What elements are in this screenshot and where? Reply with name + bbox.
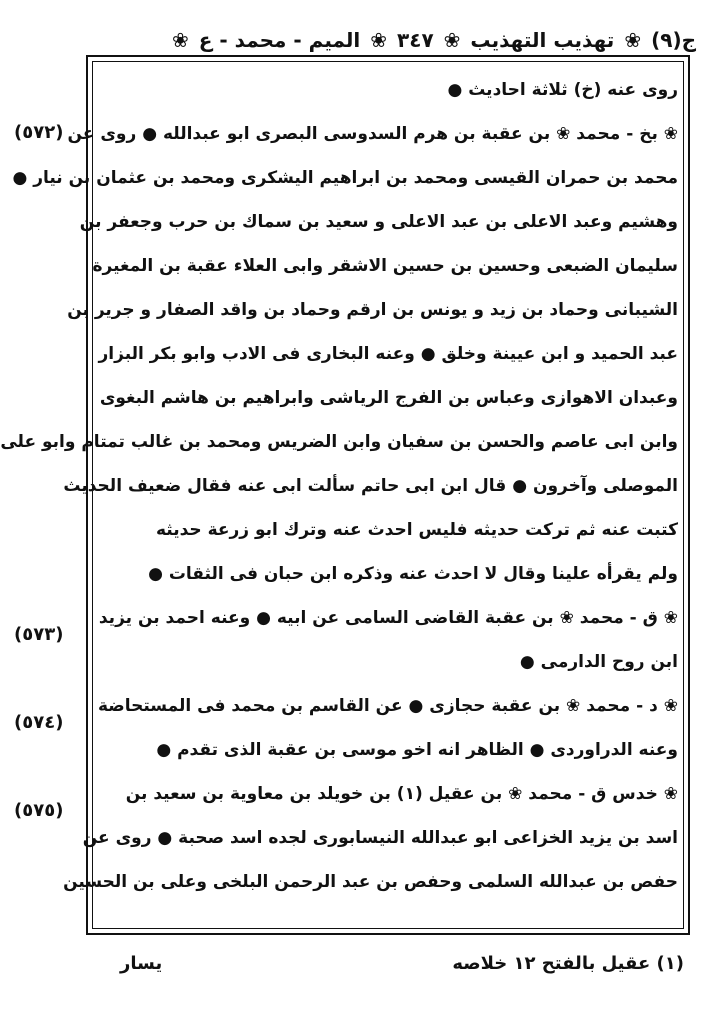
- text-line: ❀ ق - محمد ❀ بن عقبة القاضى السامى عن ابيه ● وعنه احمد بن يزيد: [98, 608, 678, 628]
- text-line: وهشيم وعبد الاعلى بن عبد الاعلى و سعيد بن سماك بن حرب وجعفر بن: [79, 212, 678, 232]
- section-label: الميم - محمد - ع: [198, 28, 361, 52]
- text-line: ❀ خدس ق - محمد ❀ بن عقيل (١) بن خويلد بن معاوية بن سعيد بن: [125, 784, 678, 804]
- text-line: ❀ د - محمد ❀ بن عقبة حجازى ● عن القاسم بن محمد فى المستحاضة: [97, 696, 678, 716]
- text-line: روى عنه (خ) ثلاثة احاديث ●: [447, 80, 678, 100]
- text-line: وابن ابى عاصم والحسن بن سفيان وابن الضريس ومحمد بن غالب تمتام وابو على: [0, 432, 678, 452]
- flower-ornament-icon: ❀: [624, 28, 642, 52]
- volume-label: ج(٩): [651, 28, 696, 52]
- text-line: اسد بن يزيد الخزاعى ابو عبدالله النيسابورى لجده اسد صحبة ● روى عن: [82, 828, 678, 848]
- entry-number: (٥٧٥): [14, 800, 64, 821]
- flower-ornament-icon: ❀: [172, 28, 189, 52]
- entry-number: (٥٧٢): [14, 122, 64, 143]
- text-line: ابن روح الدارمى ●: [519, 652, 678, 672]
- running-header: [86, 22, 696, 58]
- entry-number: (٥٧٣): [14, 624, 64, 645]
- page-footer: [90, 948, 690, 978]
- text-line: محمد بن حمران القيسى ومحمد بن ابراهيم اليشكرى ومحمد بن عثمان بن نيار ●: [12, 168, 678, 188]
- page-number: ٣٤٧: [397, 28, 434, 52]
- entry-number: (٥٧٤): [14, 712, 64, 733]
- text-line: سليمان الضبعى وحسين بن حسين الاشقر وابى العلاء عقبة بن المغيرة: [92, 256, 678, 276]
- text-line: عبد الحميد و ابن عيينة وخلق ● وعنه البخارى فى الادب وابو بكر البزار: [98, 344, 678, 364]
- text-line: كتبت عنه ثم تركت حديثه فليس احدث عنه وترك ابو زرعة حديثه: [155, 520, 678, 540]
- footnote: (١) عقيل بالفتح ١٢ خلاصه: [452, 952, 684, 974]
- catchword: يسار: [120, 952, 163, 974]
- text-line: حفص بن عبدالله السلمى وحفص بن عبد الرحمن البلخى وعلى بن الحسين: [63, 872, 678, 892]
- book-title: تهذيب التهذيب: [470, 28, 615, 52]
- flower-ornament-icon: ❀: [443, 28, 461, 52]
- text-line: ❀ بخ - محمد ❀ بن عقبة بن هرم السدوسى البصرى ابو عبدالله ● روى عن: [67, 124, 678, 144]
- text-line: وعنه الدراوردى ● الظاهر انه اخو موسى بن عقبة الذى تقدم ●: [156, 740, 678, 760]
- text-line: الشيبانى وحماد بن زيد و يونس بن ارقم وحماد بن واقد الصفار و جرير بن: [67, 300, 678, 320]
- text-line: وعبدان الاهوازى وعباس بن الفرج الرياشى وابراهيم بن هاشم البغوى: [99, 388, 678, 408]
- text-line: الموصلى وآخرون ● قال ابن ابى حاتم سألت ابى عنه فقال ضعيف الحديث: [63, 476, 678, 496]
- text-line: ولم يقرأه علينا وقال لا احدث عنه وذكره ابن حبان فى الثقات ●: [148, 564, 678, 584]
- flower-ornament-icon: ❀: [370, 28, 388, 52]
